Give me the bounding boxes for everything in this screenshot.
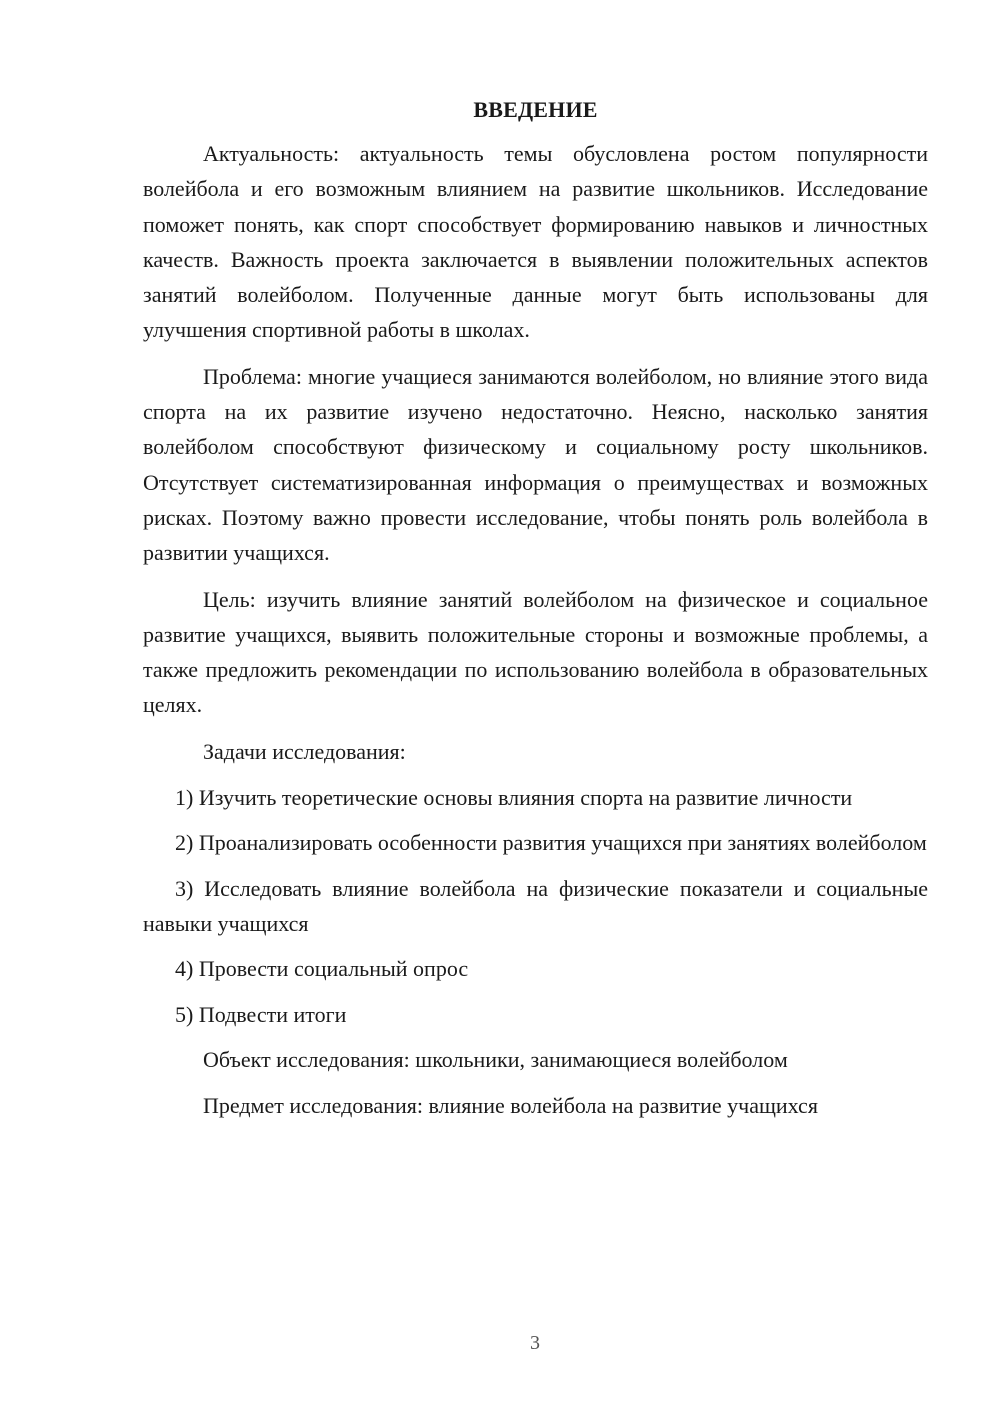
relevance-paragraph: Актуальность: актуальность темы обусловлена ростом популярности волейбола и его возможным влиянием на развитие школьников. Исследование поможет понять, как спорт способствует формированию навыков и личностных качеств. Важность проекта заключается в выявлении положительных аспектов занятий волейболом. Полученные данные могут быть использованы для улучшения спортивной работы в школах. [143,141,928,343]
task-item-5: 5) Подвести итоги [175,1001,347,1027]
page-number: 3 [530,1332,540,1354]
task-item-1: 1) Изучить теоретические основы влияния спорта на развитие личности [175,785,853,811]
problem-paragraph: Проблема: многие учащиеся занимаются волейболом, но влияние этого вида спорта на их развитие изучено недостаточно. Неясно, насколько занятия волейболом способствуют физическому и социальному росту школьников. Отсутствует систематизированная информация о преимуществах и возможных рисках. Поэтому важно провести исследование, чтобы понять роль волейбола в развитии учащихся. [143,363,928,566]
tasks-title: Задачи исследования: [203,738,406,764]
task-item-4: 4) Провести социальный опрос [175,956,469,982]
page-heading: ВВЕДЕНИЕ [473,97,598,122]
task-item-2: 2) Проанализировать особенности развития учащихся при занятиях волейболом [175,830,927,856]
goal-paragraph: Цель: изучить влияние занятий волейболом на физическое и социальное развитие учащихся, выявить положительные стороны и возможные проблемы, а также предложить рекомендации по использованию волейбола в образовательных целях. [143,586,928,718]
tasks-list [143,780,928,1032]
document-page [143,92,928,1134]
research-object: Объект исследования: школьники, занимающиеся волейболом [203,1046,788,1072]
research-subject: Предмет исследования: влияние волейбола на развитие учащихся [203,1093,818,1119]
task-item-3: 3) Исследовать влияние волейбола на физические показатели и социальные навыки учащихся [143,875,928,936]
